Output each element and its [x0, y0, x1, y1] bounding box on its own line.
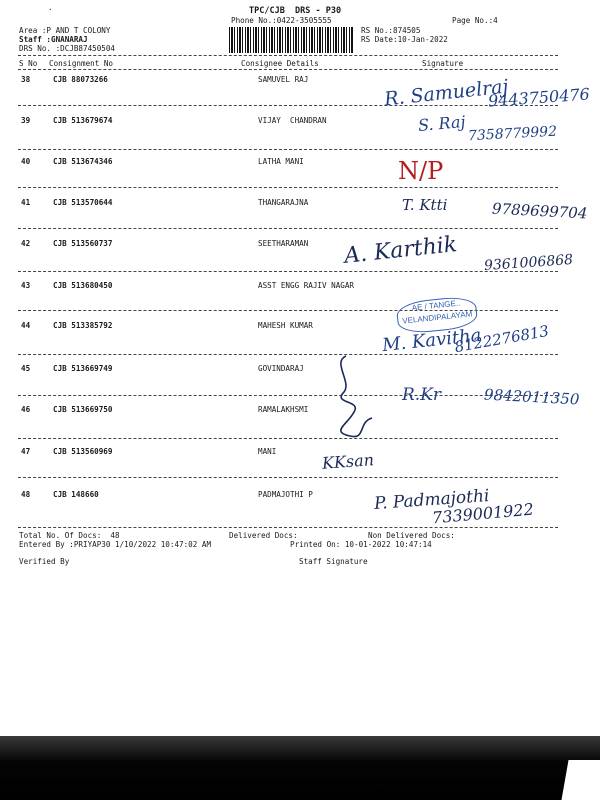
- row-sno: 39: [21, 116, 31, 125]
- column-consignee: Consignee Details: [241, 59, 319, 68]
- phone-r45: 9842011350: [483, 385, 580, 409]
- row-divider: [18, 354, 558, 355]
- row-divider: [18, 105, 558, 106]
- row-divider: [18, 477, 558, 478]
- phone-r41: 9789699704: [491, 199, 588, 223]
- barcode: [229, 27, 354, 53]
- row-divider: [18, 310, 558, 311]
- row-divider: [18, 438, 558, 439]
- header-divider-top: [18, 55, 558, 56]
- row-divider: [18, 395, 558, 396]
- row-consignee: MAHESH KUMAR: [258, 321, 313, 330]
- row-divider: [18, 527, 558, 528]
- phone-r48: 7339001922: [431, 499, 535, 528]
- row-consignment: CJB 148660: [53, 490, 99, 499]
- row-sno: 40: [21, 157, 31, 166]
- row-divider: [18, 271, 558, 272]
- row-consignee: VIJAY CHANDRAN: [258, 116, 327, 125]
- header-divider-bottom: [18, 69, 558, 70]
- phone-r42: 9361006868: [483, 251, 574, 275]
- row-consignee: SAMUVEL RAJ: [258, 75, 309, 84]
- row-consignment: CJB 513560969: [53, 447, 113, 456]
- page-corner: [561, 760, 600, 800]
- staff-signature: Staff Signature: [299, 557, 368, 566]
- row-sno: 42: [21, 239, 31, 248]
- signature-r47: KKsan: [321, 450, 375, 473]
- row-consignee: PADMAJOTHI P: [258, 490, 313, 499]
- document-title: TPC/CJB DRS - P30: [249, 6, 342, 16]
- table-row: [0, 365, 600, 379]
- row-sno: 44: [21, 321, 31, 330]
- signature-scribble-r45-r46: [322, 352, 382, 442]
- drs-number: DRS No. :DCJB87450504: [19, 44, 116, 53]
- stamp-line2: VELANDIPALAYAM: [401, 309, 473, 326]
- row-consignment: CJB 88073266: [53, 75, 108, 84]
- scan-shadow-band: [0, 736, 600, 800]
- table-row: [0, 282, 600, 296]
- non-delivered-docs: Non Delivered Docs:: [368, 531, 455, 540]
- column-sno: S No: [19, 59, 38, 68]
- row-divider: [18, 228, 558, 229]
- row-sno: 38: [21, 75, 31, 84]
- rs-date: RS Date:10-Jan-2022: [361, 35, 448, 44]
- row-consignment: CJB 513560737: [53, 239, 113, 248]
- np-mark-r40: N/P: [398, 157, 444, 185]
- column-signature: Signature: [422, 59, 464, 68]
- phone-r38: 9443750476: [487, 84, 591, 111]
- rs-number: RS No.:874505: [361, 26, 421, 35]
- signature-r45: R.Kr: [402, 385, 442, 405]
- signature-r48: P. Padmajothi: [373, 485, 491, 515]
- page-number: Page No.:4: [452, 16, 498, 25]
- table-row: [0, 448, 600, 462]
- row-consignee: GOVINDARAJ: [258, 364, 304, 373]
- area-label: Area :P AND T COLONY: [19, 26, 111, 35]
- phone-number: Phone No.:0422-3505555: [231, 16, 332, 25]
- total-docs: Total No. Of Docs: 48: [19, 531, 120, 540]
- signature-r42: A. Karthik: [343, 232, 459, 269]
- row-divider: [18, 149, 558, 150]
- row-consignment: CJB 513674346: [53, 157, 113, 166]
- table-row: [0, 158, 600, 172]
- row-sno: 43: [21, 281, 31, 290]
- phone-r44: 8122276813: [453, 321, 551, 357]
- stamp-line1: AE / TANGE..: [411, 298, 461, 313]
- row-sno: 45: [21, 364, 31, 373]
- row-consignment: CJB 513680450: [53, 281, 113, 290]
- row-consignee: LATHA MANI: [258, 157, 304, 166]
- row-sno: 48: [21, 490, 31, 499]
- phone-r39: 7358779992: [467, 123, 558, 145]
- printed-on: Printed On: 10-01-2022 10:47:14: [290, 540, 432, 549]
- table-row: [0, 406, 600, 420]
- signature-r39: S. Raj: [417, 111, 467, 136]
- staff-label: Staff :GNANARAJ: [19, 35, 88, 44]
- row-consignee: ASST ENGG RAJIV NAGAR: [258, 281, 355, 290]
- signature-r44: M. Kavitha: [381, 324, 483, 357]
- row-sno: 41: [21, 198, 31, 207]
- signature-r41: T. Ktti: [402, 196, 448, 214]
- signature-r38: R. Samuelraj: [383, 75, 510, 111]
- column-consignment: Consignment No: [49, 59, 114, 68]
- row-sno: 47: [21, 447, 31, 456]
- small-dot: ·: [48, 5, 53, 14]
- table-row: [0, 240, 600, 254]
- row-consignee: SEETHARAMAN: [258, 239, 309, 248]
- row-consignment: CJB 513570644: [53, 198, 113, 207]
- row-consignment: CJB 513679674: [53, 116, 113, 125]
- row-sno: 46: [21, 405, 31, 414]
- row-consignment: CJB 513669750: [53, 405, 113, 414]
- row-consignment: CJB 513385792: [53, 321, 113, 330]
- delivered-docs: Delivered Docs:: [229, 531, 298, 540]
- row-consignee: MANI: [258, 447, 277, 456]
- row-divider: [18, 187, 558, 188]
- row-consignee: THANGARAJNA: [258, 198, 309, 207]
- row-consignment: CJB 513669749: [53, 364, 113, 373]
- table-row: [0, 76, 600, 90]
- verified-by: Verified By: [19, 557, 70, 566]
- row-consignee: RAMALAKHSMI: [258, 405, 309, 414]
- entered-by: Entered By :PRIYAP30 1/10/2022 10:47:02 AM: [19, 540, 212, 549]
